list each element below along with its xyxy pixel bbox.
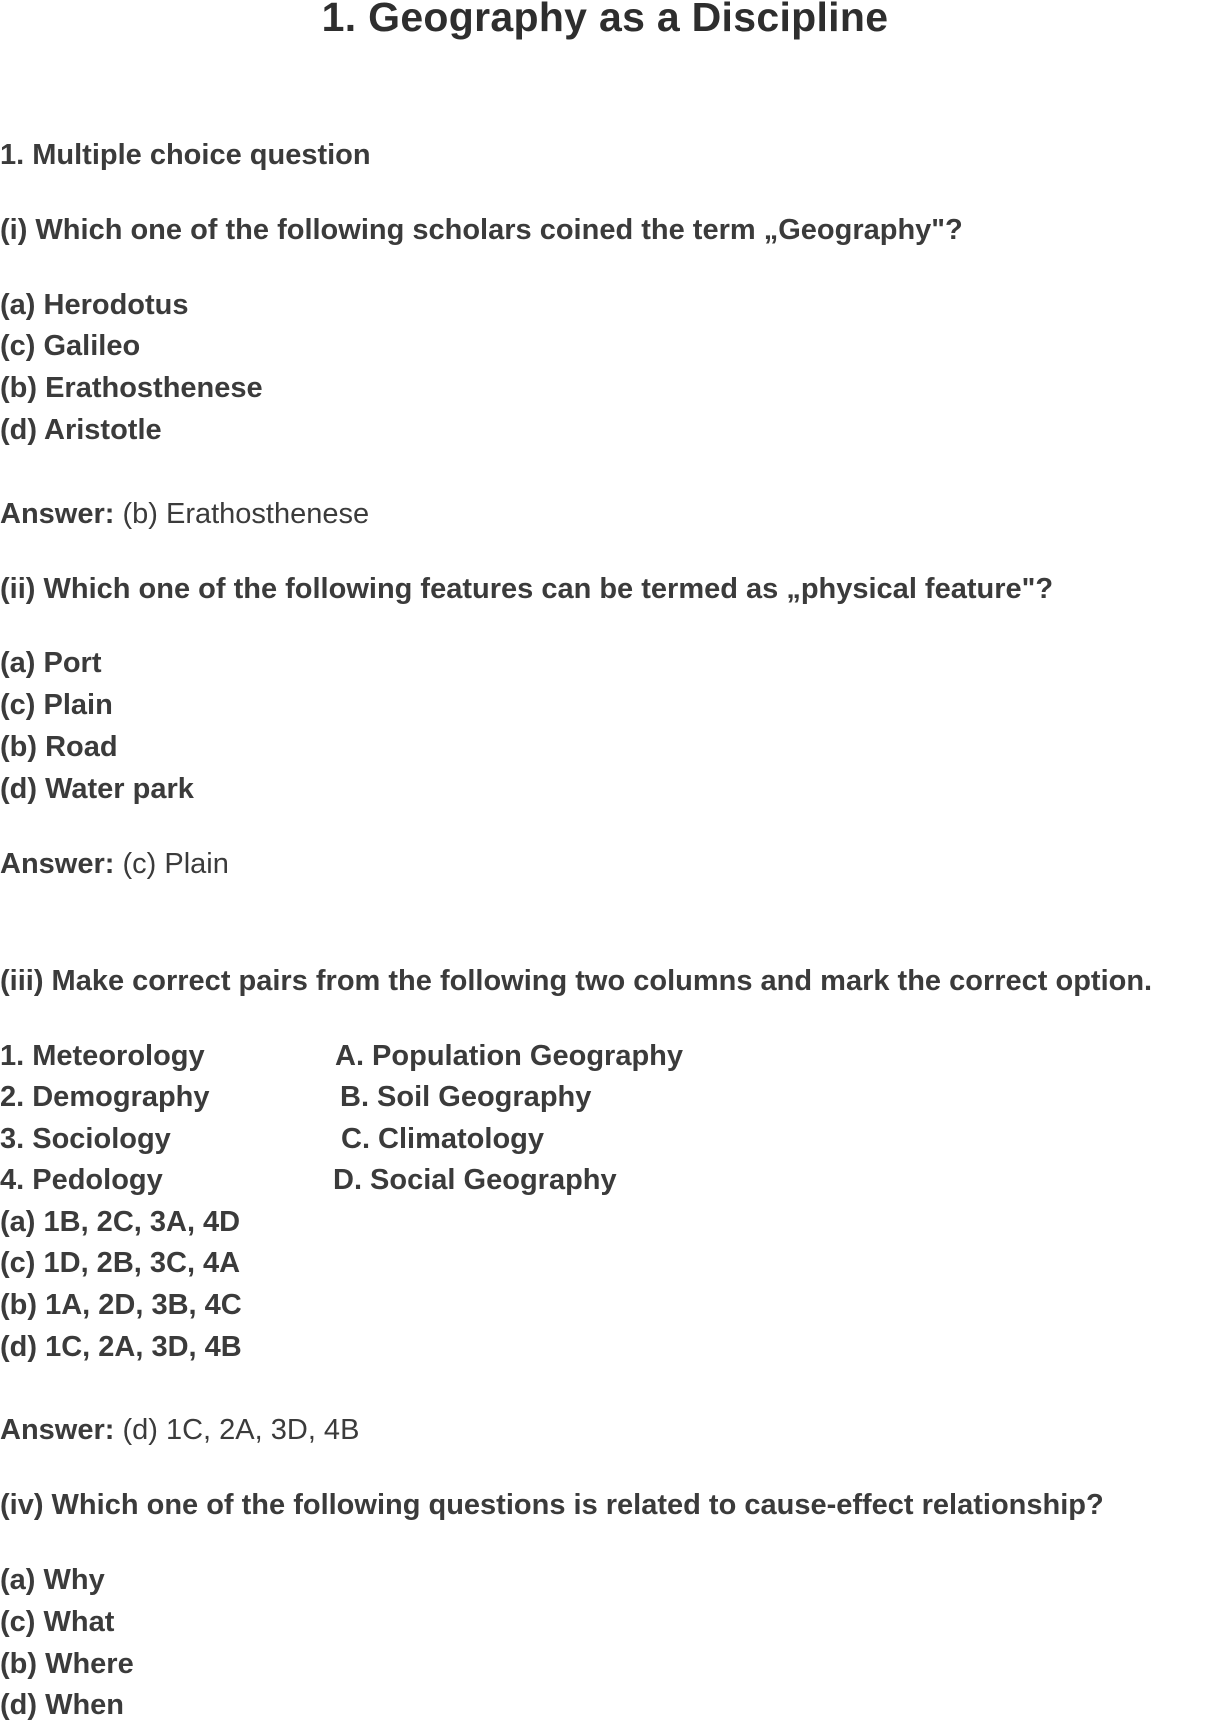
question-3-option: (a) 1B, 2C, 3A, 4D bbox=[0, 1206, 241, 1238]
question-1-option: (d) Aristotle bbox=[0, 414, 162, 446]
question-4-option: (a) Why bbox=[0, 1564, 105, 1596]
question-2-option: (c) Plain bbox=[0, 689, 113, 721]
section-heading: 1. Multiple choice question bbox=[0, 139, 371, 171]
question-3-text: (iii) Make correct pairs from the following two columns and mark the correct option. bbox=[0, 965, 1153, 997]
question-2-option: (b) Road bbox=[0, 731, 118, 763]
match-right-item: A. Population Geography bbox=[335, 1040, 684, 1072]
question-2-option: (a) Port bbox=[0, 647, 102, 679]
question-4-option: (c) What bbox=[0, 1606, 115, 1638]
answer-label: Answer: bbox=[0, 498, 115, 530]
question-4-option: (b) Where bbox=[0, 1648, 134, 1680]
question-1-option: (c) Galileo bbox=[0, 330, 141, 362]
match-left-item: 2. Demography bbox=[0, 1081, 210, 1113]
question-4-option: (d) When bbox=[0, 1689, 125, 1721]
match-right-item: B. Soil Geography bbox=[340, 1081, 592, 1113]
question-3-option: (d) 1C, 2A, 3D, 4B bbox=[0, 1331, 242, 1363]
match-left-item: 1. Meteorology bbox=[0, 1040, 205, 1072]
question-2-text: (ii) Which one of the following features can be termed as „physical feature"? bbox=[0, 573, 1054, 605]
answer-value: (c) Plain bbox=[114, 848, 229, 880]
question-4-text: (iv) Which one of the following questions is related to cause-effect relationship? bbox=[0, 1489, 1104, 1521]
match-left-item: 4. Pedology bbox=[0, 1164, 163, 1196]
page-title: 1. Geography as a Discipline bbox=[321, 0, 889, 40]
answer-label: Answer: bbox=[0, 848, 115, 880]
question-1-option: (b) Erathosthenese bbox=[0, 372, 263, 404]
answer-value: (d) 1C, 2A, 3D, 4B bbox=[114, 1414, 360, 1446]
question-2-option: (d) Water park bbox=[0, 773, 194, 805]
question-1-answer bbox=[0, 497, 369, 531]
question-3-option: (b) 1A, 2D, 3B, 4C bbox=[0, 1289, 242, 1321]
question-2-answer bbox=[0, 847, 229, 881]
question-3-option: (c) 1D, 2B, 3C, 4A bbox=[0, 1247, 241, 1279]
match-left-item: 3. Sociology bbox=[0, 1123, 171, 1155]
question-3-answer bbox=[0, 1413, 359, 1447]
match-right-item: C. Climatology bbox=[341, 1123, 545, 1155]
answer-value: (b) Erathosthenese bbox=[114, 498, 370, 530]
question-1-text: (i) Which one of the following scholars coined the term „Geography"? bbox=[0, 214, 963, 246]
question-1-option: (a) Herodotus bbox=[0, 289, 189, 321]
answer-label: Answer: bbox=[0, 1414, 115, 1446]
match-right-item: D. Social Geography bbox=[333, 1164, 617, 1196]
